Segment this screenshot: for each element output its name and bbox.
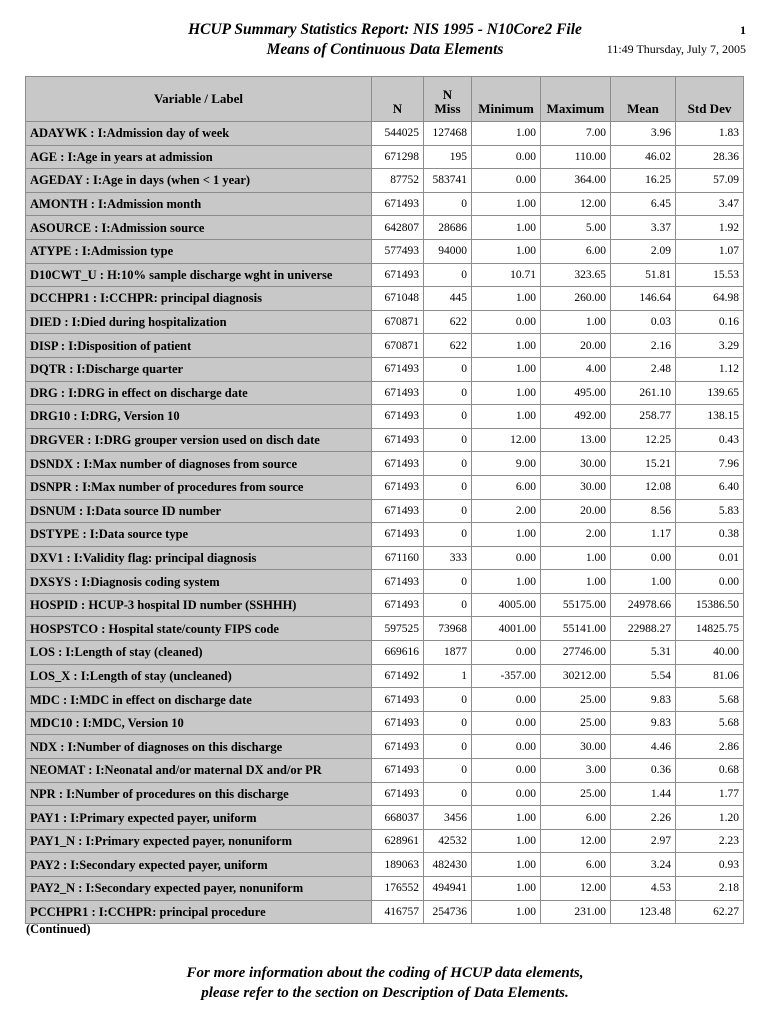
cell-variable-label: DRG10 : I:DRG, Version 10 — [26, 405, 372, 429]
cell-n: 87752 — [372, 169, 424, 193]
cell-mean: 5.54 — [611, 664, 676, 688]
cell-nmiss: 583741 — [424, 169, 472, 193]
cell-stddev: 14825.75 — [676, 617, 744, 641]
cell-minimum: 1.00 — [472, 877, 541, 901]
table-row — [26, 334, 744, 358]
table-row — [26, 664, 744, 688]
cell-mean: 6.45 — [611, 192, 676, 216]
cell-n: 597525 — [372, 617, 424, 641]
cell-maximum: 12.00 — [541, 192, 611, 216]
table-row — [26, 617, 744, 641]
cell-stddev: 15386.50 — [676, 593, 744, 617]
cell-variable-label: PAY2_N : I:Secondary expected payer, nonuniform — [26, 877, 372, 901]
cell-mean: 2.97 — [611, 829, 676, 853]
table-row — [26, 853, 744, 877]
cell-stddev: 2.23 — [676, 829, 744, 853]
cell-stddev: 62.27 — [676, 900, 744, 924]
cell-nmiss: 73968 — [424, 617, 472, 641]
cell-maximum: 5.00 — [541, 216, 611, 240]
cell-stddev: 0.01 — [676, 546, 744, 570]
cell-maximum: 25.00 — [541, 688, 611, 712]
cell-n: 671493 — [372, 405, 424, 429]
cell-n: 671493 — [372, 759, 424, 783]
table-row — [26, 475, 744, 499]
table-row — [26, 263, 744, 287]
cell-maximum: 12.00 — [541, 877, 611, 901]
cell-n: 670871 — [372, 310, 424, 334]
cell-nmiss: 0 — [424, 263, 472, 287]
cell-stddev: 1.20 — [676, 806, 744, 830]
cell-variable-label: DXV1 : I:Validity flag: principal diagnosis — [26, 546, 372, 570]
table-row — [26, 381, 744, 405]
column-header-stddev: Std Dev — [676, 77, 744, 122]
cell-n: 642807 — [372, 216, 424, 240]
cell-nmiss: 0 — [424, 381, 472, 405]
cell-nmiss: 0 — [424, 523, 472, 547]
cell-mean: 146.64 — [611, 287, 676, 311]
cell-maximum: 495.00 — [541, 381, 611, 405]
cell-minimum: 1.00 — [472, 287, 541, 311]
cell-minimum: 0.00 — [472, 711, 541, 735]
cell-stddev: 0.93 — [676, 853, 744, 877]
cell-variable-label: ASOURCE : I:Admission source — [26, 216, 372, 240]
cell-nmiss: 0 — [424, 192, 472, 216]
cell-nmiss: 1 — [424, 664, 472, 688]
table-row — [26, 287, 744, 311]
cell-minimum: 9.00 — [472, 452, 541, 476]
cell-minimum: 0.00 — [472, 782, 541, 806]
cell-stddev: 7.96 — [676, 452, 744, 476]
cell-nmiss: 28686 — [424, 216, 472, 240]
cell-maximum: 1.00 — [541, 546, 611, 570]
cell-minimum: 0.00 — [472, 759, 541, 783]
cell-maximum: 2.00 — [541, 523, 611, 547]
cell-n: 628961 — [372, 829, 424, 853]
cell-nmiss: 622 — [424, 334, 472, 358]
run-timestamp: 11:49 Thursday, July 7, 2005 — [606, 42, 746, 56]
cell-stddev: 1.83 — [676, 122, 744, 146]
cell-variable-label: DCCHPR1 : I:CCHPR: principal diagnosis — [26, 287, 372, 311]
cell-nmiss: 254736 — [424, 900, 472, 924]
cell-n: 670871 — [372, 334, 424, 358]
cell-stddev: 0.68 — [676, 759, 744, 783]
cell-stddev: 1.12 — [676, 357, 744, 381]
cell-variable-label: DIED : I:Died during hospitalization — [26, 310, 372, 334]
cell-variable-label: DRGVER : I:DRG grouper version used on disch date — [26, 428, 372, 452]
cell-n: 671493 — [372, 523, 424, 547]
cell-minimum: 0.00 — [472, 310, 541, 334]
cell-maximum: 30212.00 — [541, 664, 611, 688]
cell-maximum: 25.00 — [541, 711, 611, 735]
cell-minimum: 1.00 — [472, 239, 541, 263]
column-header-label: Variable / Label — [26, 77, 372, 122]
cell-stddev: 81.06 — [676, 664, 744, 688]
cell-variable-label: DSNUM : I:Data source ID number — [26, 499, 372, 523]
cell-variable-label: DISP : I:Disposition of patient — [26, 334, 372, 358]
table-row — [26, 900, 744, 924]
column-header-mean: Mean — [611, 77, 676, 122]
cell-nmiss: 42532 — [424, 829, 472, 853]
cell-stddev: 0.00 — [676, 570, 744, 594]
means-table — [25, 76, 744, 924]
cell-minimum: 1.00 — [472, 122, 541, 146]
table-row — [26, 122, 744, 146]
cell-maximum: 110.00 — [541, 145, 611, 169]
cell-nmiss: 0 — [424, 735, 472, 759]
cell-nmiss: 333 — [424, 546, 472, 570]
cell-maximum: 1.00 — [541, 570, 611, 594]
cell-stddev: 138.15 — [676, 405, 744, 429]
table-row — [26, 593, 744, 617]
cell-maximum: 492.00 — [541, 405, 611, 429]
cell-nmiss: 494941 — [424, 877, 472, 901]
cell-minimum: 4001.00 — [472, 617, 541, 641]
cell-mean: 3.24 — [611, 853, 676, 877]
cell-minimum: 1.00 — [472, 900, 541, 924]
cell-minimum: 1.00 — [472, 216, 541, 240]
cell-nmiss: 127468 — [424, 122, 472, 146]
cell-nmiss: 0 — [424, 570, 472, 594]
cell-stddev: 28.36 — [676, 145, 744, 169]
cell-variable-label: AMONTH : I:Admission month — [26, 192, 372, 216]
cell-minimum: 6.00 — [472, 475, 541, 499]
cell-mean: 4.46 — [611, 735, 676, 759]
cell-n: 671493 — [372, 428, 424, 452]
cell-n: 671493 — [372, 357, 424, 381]
cell-nmiss: 0 — [424, 593, 472, 617]
cell-variable-label: HOSPID : HCUP-3 hospital ID number (SSHHH) — [26, 593, 372, 617]
column-header-n: N — [372, 77, 424, 122]
cell-mean: 0.36 — [611, 759, 676, 783]
cell-n: 671298 — [372, 145, 424, 169]
cell-stddev: 2.86 — [676, 735, 744, 759]
cell-maximum: 20.00 — [541, 499, 611, 523]
column-header-maximum: Maximum — [541, 77, 611, 122]
cell-variable-label: NPR : I:Number of procedures on this discharge — [26, 782, 372, 806]
table-row — [26, 169, 744, 193]
table-row — [26, 735, 744, 759]
cell-minimum: 1.00 — [472, 381, 541, 405]
cell-mean: 1.17 — [611, 523, 676, 547]
continued-note: (Continued) — [26, 922, 91, 936]
cell-maximum: 55141.00 — [541, 617, 611, 641]
table-row — [26, 499, 744, 523]
cell-n: 671160 — [372, 546, 424, 570]
report-subtitle: Means of Continuous Data Elements — [266, 41, 504, 58]
report-title: HCUP Summary Statistics Report: NIS 1995 - N10Core2 File — [188, 21, 582, 38]
cell-stddev: 1.07 — [676, 239, 744, 263]
table-row — [26, 546, 744, 570]
cell-stddev: 1.77 — [676, 782, 744, 806]
cell-variable-label: AGE : I:Age in years at admission — [26, 145, 372, 169]
cell-maximum: 260.00 — [541, 287, 611, 311]
table-row — [26, 759, 744, 783]
cell-n: 671493 — [372, 735, 424, 759]
cell-mean: 12.08 — [611, 475, 676, 499]
cell-n: 669616 — [372, 641, 424, 665]
cell-stddev: 5.68 — [676, 711, 744, 735]
table-row — [26, 829, 744, 853]
page-number: 1 — [740, 23, 746, 37]
cell-mean: 0.00 — [611, 546, 676, 570]
cell-nmiss: 3456 — [424, 806, 472, 830]
cell-minimum: 1.00 — [472, 334, 541, 358]
cell-maximum: 6.00 — [541, 239, 611, 263]
cell-variable-label: DQTR : I:Discharge quarter — [26, 357, 372, 381]
cell-stddev: 3.29 — [676, 334, 744, 358]
table-row — [26, 570, 744, 594]
cell-variable-label: PAY2 : I:Secondary expected payer, uniform — [26, 853, 372, 877]
cell-mean: 9.83 — [611, 711, 676, 735]
cell-maximum: 20.00 — [541, 334, 611, 358]
cell-maximum: 1.00 — [541, 310, 611, 334]
cell-mean: 51.81 — [611, 263, 676, 287]
cell-minimum: 0.00 — [472, 546, 541, 570]
table-row — [26, 428, 744, 452]
cell-mean: 2.16 — [611, 334, 676, 358]
cell-mean: 9.83 — [611, 688, 676, 712]
cell-n: 671493 — [372, 711, 424, 735]
cell-minimum: 1.00 — [472, 357, 541, 381]
cell-nmiss: 0 — [424, 475, 472, 499]
cell-nmiss: 0 — [424, 357, 472, 381]
cell-mean: 1.44 — [611, 782, 676, 806]
cell-nmiss: 622 — [424, 310, 472, 334]
cell-minimum: 12.00 — [472, 428, 541, 452]
cell-mean: 15.21 — [611, 452, 676, 476]
cell-mean: 3.37 — [611, 216, 676, 240]
table-row — [26, 310, 744, 334]
cell-variable-label: NDX : I:Number of diagnoses on this discharge — [26, 735, 372, 759]
cell-mean: 2.26 — [611, 806, 676, 830]
cell-maximum: 30.00 — [541, 452, 611, 476]
cell-minimum: 1.00 — [472, 523, 541, 547]
cell-nmiss: 445 — [424, 287, 472, 311]
cell-variable-label: MDC : I:MDC in effect on discharge date — [26, 688, 372, 712]
cell-mean: 5.31 — [611, 641, 676, 665]
cell-n: 671493 — [372, 570, 424, 594]
cell-minimum: 1.00 — [472, 806, 541, 830]
cell-n: 577493 — [372, 239, 424, 263]
cell-n: 671493 — [372, 475, 424, 499]
cell-variable-label: HOSPSTCO : Hospital state/county FIPS code — [26, 617, 372, 641]
cell-nmiss: 0 — [424, 452, 472, 476]
table-row — [26, 145, 744, 169]
cell-mean: 1.00 — [611, 570, 676, 594]
cell-stddev: 3.47 — [676, 192, 744, 216]
cell-minimum: -357.00 — [472, 664, 541, 688]
cell-stddev: 64.98 — [676, 287, 744, 311]
cell-stddev: 57.09 — [676, 169, 744, 193]
cell-variable-label: ADAYWK : I:Admission day of week — [26, 122, 372, 146]
cell-nmiss: 482430 — [424, 853, 472, 877]
cell-mean: 12.25 — [611, 428, 676, 452]
cell-stddev: 0.16 — [676, 310, 744, 334]
cell-mean: 16.25 — [611, 169, 676, 193]
cell-minimum: 1.00 — [472, 570, 541, 594]
cell-nmiss: 0 — [424, 782, 472, 806]
cell-stddev: 139.65 — [676, 381, 744, 405]
cell-n: 671493 — [372, 688, 424, 712]
cell-nmiss: 94000 — [424, 239, 472, 263]
cell-variable-label: AGEDAY : I:Age in days (when < 1 year) — [26, 169, 372, 193]
table-row — [26, 806, 744, 830]
cell-n: 671493 — [372, 381, 424, 405]
cell-minimum: 4005.00 — [472, 593, 541, 617]
cell-maximum: 323.65 — [541, 263, 611, 287]
cell-n: 544025 — [372, 122, 424, 146]
cell-minimum: 1.00 — [472, 192, 541, 216]
cell-stddev: 2.18 — [676, 877, 744, 901]
cell-nmiss: 0 — [424, 688, 472, 712]
cell-n: 671493 — [372, 593, 424, 617]
cell-maximum: 231.00 — [541, 900, 611, 924]
cell-maximum: 6.00 — [541, 806, 611, 830]
cell-stddev: 5.83 — [676, 499, 744, 523]
cell-minimum: 0.00 — [472, 169, 541, 193]
cell-nmiss: 0 — [424, 499, 472, 523]
cell-n: 668037 — [372, 806, 424, 830]
cell-variable-label: PCCHPR1 : I:CCHPR: principal procedure — [26, 900, 372, 924]
cell-mean: 46.02 — [611, 145, 676, 169]
cell-variable-label: DXSYS : I:Diagnosis coding system — [26, 570, 372, 594]
cell-n: 671048 — [372, 287, 424, 311]
table-row — [26, 452, 744, 476]
cell-mean: 3.96 — [611, 122, 676, 146]
cell-mean: 2.09 — [611, 239, 676, 263]
cell-mean: 2.48 — [611, 357, 676, 381]
column-header-nmiss-bottom: Miss — [434, 101, 461, 116]
cell-nmiss: 1877 — [424, 641, 472, 665]
cell-n: 176552 — [372, 877, 424, 901]
cell-variable-label: PAY1 : I:Primary expected payer, uniform — [26, 806, 372, 830]
cell-n: 416757 — [372, 900, 424, 924]
cell-maximum: 25.00 — [541, 782, 611, 806]
table-row — [26, 405, 744, 429]
cell-mean: 22988.27 — [611, 617, 676, 641]
cell-stddev: 40.00 — [676, 641, 744, 665]
column-header-nmiss — [424, 77, 472, 122]
cell-variable-label: LOS : I:Length of stay (cleaned) — [26, 641, 372, 665]
cell-minimum: 0.00 — [472, 145, 541, 169]
cell-maximum: 30.00 — [541, 475, 611, 499]
cell-variable-label: DSNDX : I:Max number of diagnoses from source — [26, 452, 372, 476]
table-row — [26, 216, 744, 240]
cell-minimum: 0.00 — [472, 735, 541, 759]
cell-stddev: 5.68 — [676, 688, 744, 712]
cell-maximum: 7.00 — [541, 122, 611, 146]
table-row — [26, 523, 744, 547]
cell-n: 671493 — [372, 499, 424, 523]
cell-maximum: 3.00 — [541, 759, 611, 783]
cell-minimum: 1.00 — [472, 405, 541, 429]
cell-variable-label: DRG : I:DRG in effect on discharge date — [26, 381, 372, 405]
cell-maximum: 30.00 — [541, 735, 611, 759]
cell-maximum: 55175.00 — [541, 593, 611, 617]
cell-minimum: 0.00 — [472, 688, 541, 712]
cell-variable-label: D10CWT_U : H:10% sample discharge wght in universe — [26, 263, 372, 287]
cell-mean: 0.03 — [611, 310, 676, 334]
cell-stddev: 0.43 — [676, 428, 744, 452]
cell-minimum: 1.00 — [472, 829, 541, 853]
cell-mean: 258.77 — [611, 405, 676, 429]
cell-variable-label: PAY1_N : I:Primary expected payer, nonuniform — [26, 829, 372, 853]
cell-variable-label: MDC10 : I:MDC, Version 10 — [26, 711, 372, 735]
cell-minimum: 0.00 — [472, 641, 541, 665]
cell-minimum: 10.71 — [472, 263, 541, 287]
cell-minimum: 2.00 — [472, 499, 541, 523]
footer-line-2: please refer to the section on Description of Data Elements. — [201, 985, 569, 1001]
cell-stddev: 6.40 — [676, 475, 744, 499]
cell-nmiss: 0 — [424, 405, 472, 429]
footer-line-1: For more information about the coding of HCUP data elements, — [186, 965, 584, 981]
cell-minimum: 1.00 — [472, 853, 541, 877]
cell-mean: 4.53 — [611, 877, 676, 901]
cell-variable-label: LOS_X : I:Length of stay (uncleaned) — [26, 664, 372, 688]
cell-maximum: 4.00 — [541, 357, 611, 381]
table-row — [26, 357, 744, 381]
cell-n: 671493 — [372, 192, 424, 216]
cell-variable-label: DSNPR : I:Max number of procedures from source — [26, 475, 372, 499]
cell-nmiss: 195 — [424, 145, 472, 169]
cell-variable-label: ATYPE : I:Admission type — [26, 239, 372, 263]
cell-variable-label: NEOMAT : I:Neonatal and/or maternal DX and/or PR — [26, 759, 372, 783]
cell-maximum: 12.00 — [541, 829, 611, 853]
cell-n: 671492 — [372, 664, 424, 688]
footer-note — [0, 963, 770, 1003]
cell-mean: 24978.66 — [611, 593, 676, 617]
cell-maximum: 6.00 — [541, 853, 611, 877]
cell-stddev: 15.53 — [676, 263, 744, 287]
cell-n: 671493 — [372, 782, 424, 806]
cell-n: 671493 — [372, 452, 424, 476]
cell-nmiss: 0 — [424, 428, 472, 452]
cell-mean: 123.48 — [611, 900, 676, 924]
cell-mean: 8.56 — [611, 499, 676, 523]
cell-maximum: 27746.00 — [541, 641, 611, 665]
cell-maximum: 364.00 — [541, 169, 611, 193]
cell-variable-label: DSTYPE : I:Data source type — [26, 523, 372, 547]
column-header-minimum: Minimum — [472, 77, 541, 122]
cell-nmiss: 0 — [424, 711, 472, 735]
cell-n: 671493 — [372, 263, 424, 287]
cell-mean: 261.10 — [611, 381, 676, 405]
table-row — [26, 641, 744, 665]
cell-stddev: 1.92 — [676, 216, 744, 240]
table-body — [26, 122, 744, 924]
table-row — [26, 711, 744, 735]
table-row — [26, 192, 744, 216]
column-header-nmiss-top: N — [442, 87, 453, 102]
table-row — [26, 877, 744, 901]
table-row — [26, 782, 744, 806]
cell-n: 189063 — [372, 853, 424, 877]
cell-maximum: 13.00 — [541, 428, 611, 452]
table-header — [26, 77, 744, 122]
cell-nmiss: 0 — [424, 759, 472, 783]
table-row — [26, 688, 744, 712]
table-row — [26, 239, 744, 263]
cell-stddev: 0.38 — [676, 523, 744, 547]
